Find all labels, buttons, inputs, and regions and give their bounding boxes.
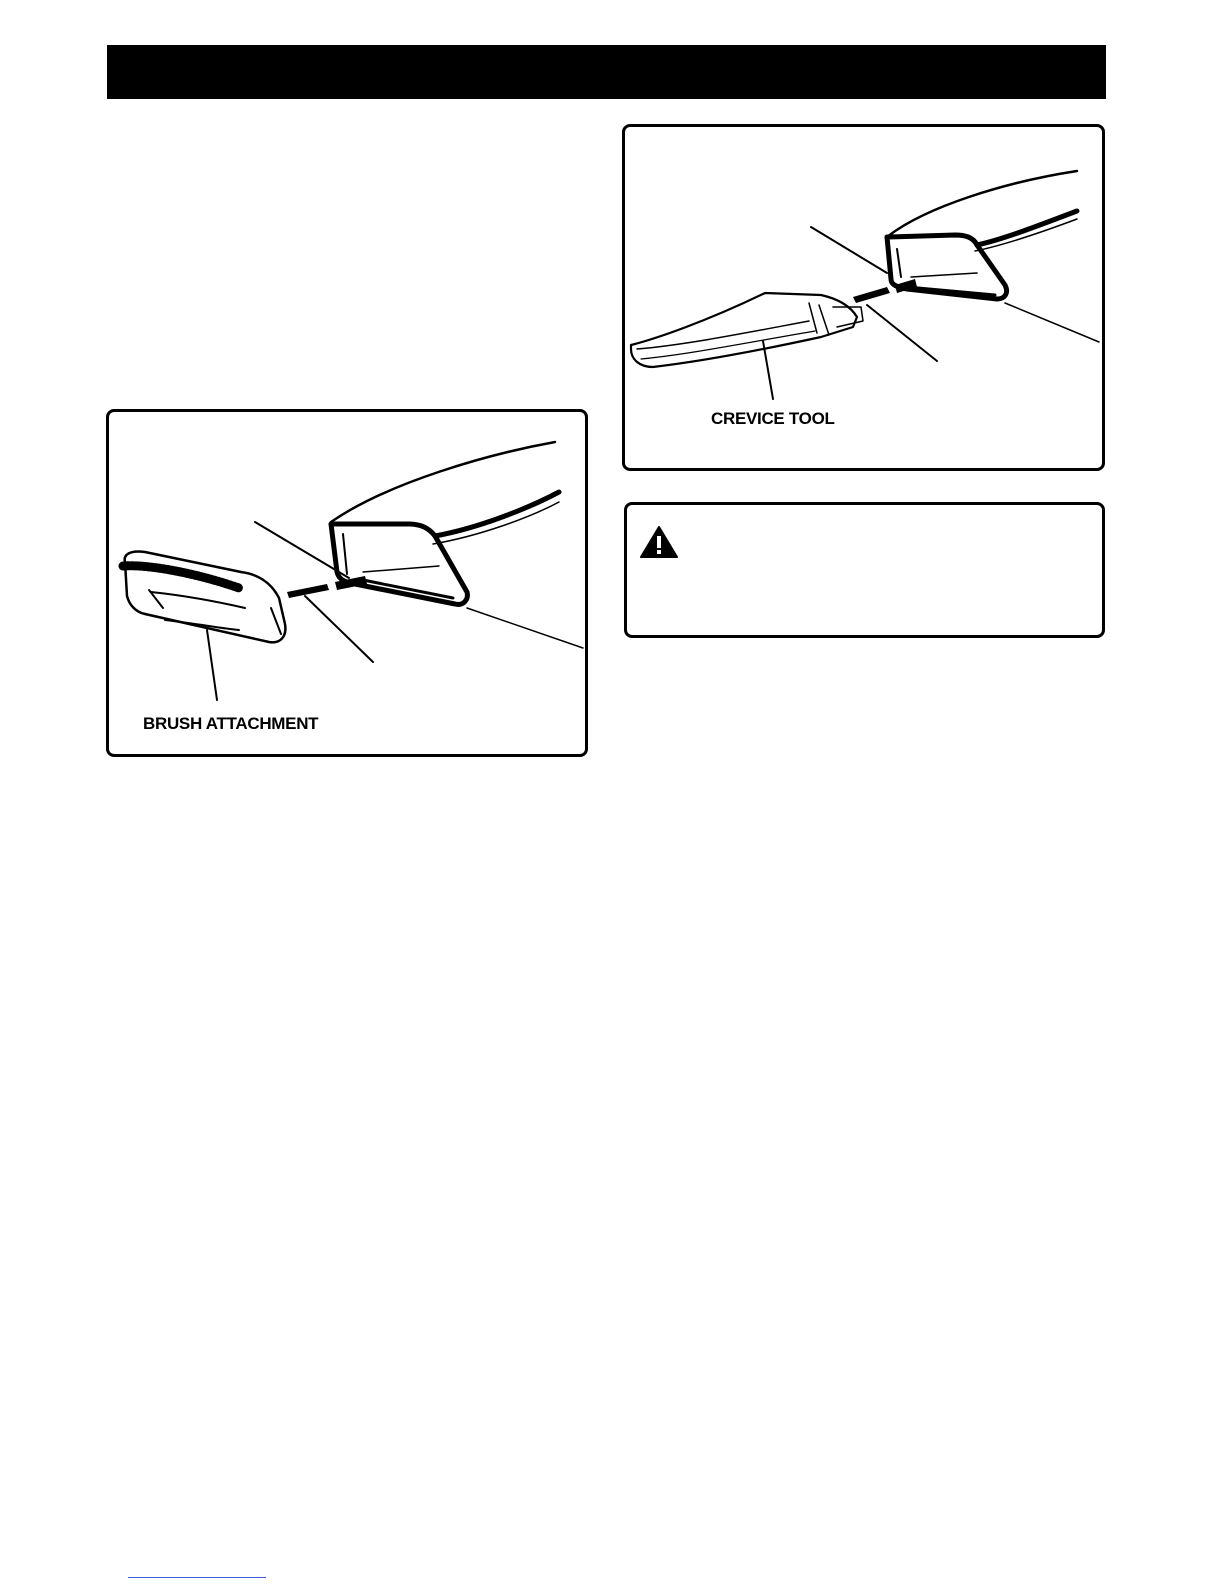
warning-box [624, 502, 1105, 638]
crevice-tool-figure [622, 124, 1105, 471]
footer-rule [128, 1577, 266, 1578]
brush-attachment-figure [106, 409, 588, 757]
crevice-tool-label: CREVICE TOOL [711, 409, 835, 428]
section-header-bar [107, 45, 1106, 99]
brush-attachment-illustration [109, 412, 585, 754]
warning-triangle-icon [639, 525, 679, 564]
brush-attachment-label: BRUSH ATTACHMENT [143, 714, 319, 733]
crevice-tool-illustration [625, 127, 1102, 468]
